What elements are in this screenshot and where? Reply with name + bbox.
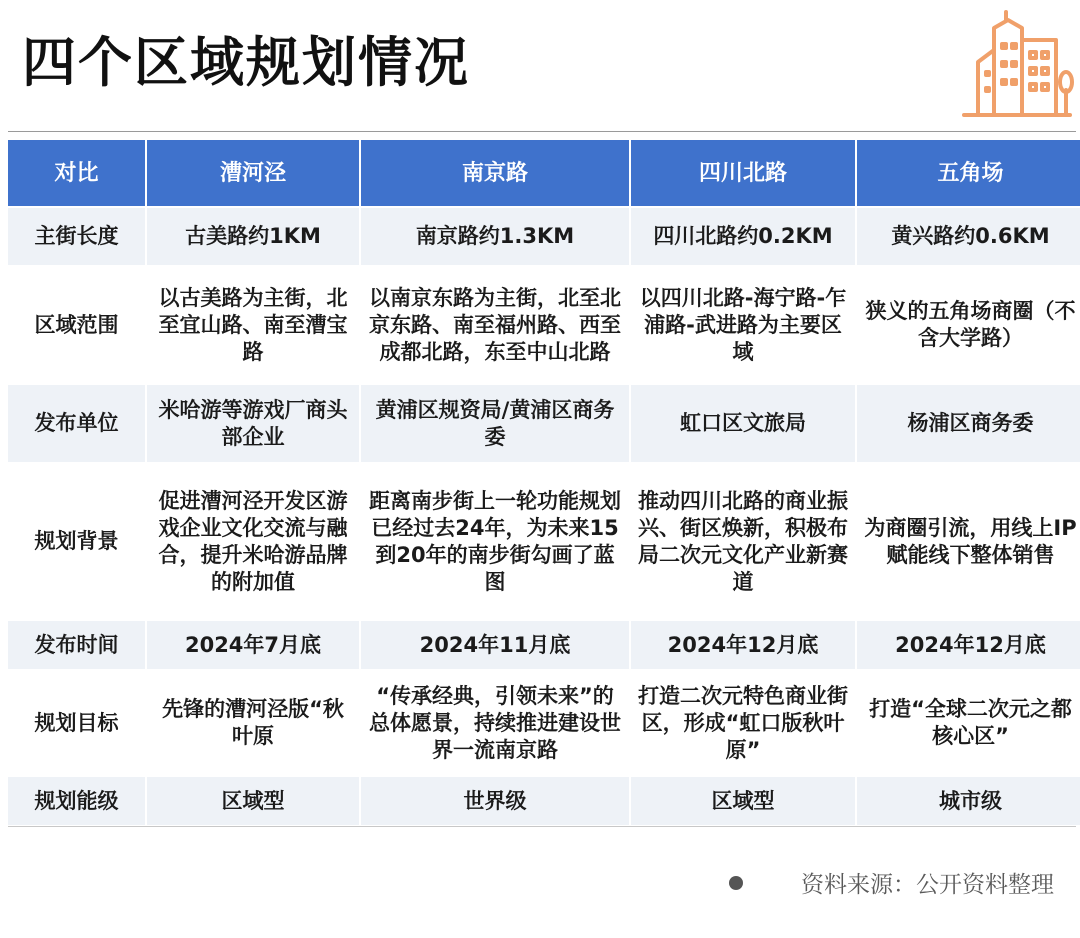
comparison-table xyxy=(8,140,1076,825)
title-divider xyxy=(8,131,1076,132)
table-cell: 以四川北路-海宁路-乍浦路-武进路为主要区域 xyxy=(631,267,855,383)
table-cell: 推动四川北路的商业振兴、街区焕新，积极布局二次元文化产业新赛道 xyxy=(631,464,855,619)
table-cell: 为商圈引流，用线上IP赋能线下整体销售 xyxy=(857,464,1080,619)
page-title: 四个区域规划情况 xyxy=(22,31,470,94)
table-cell: 以南京东路为主街，北至北京东路、南至福州路、西至成都北路，东至中山北路 xyxy=(361,267,629,383)
header-cell-nanjing-road: 南京路 xyxy=(361,140,629,206)
row-label-background: 规划背景 xyxy=(8,464,145,619)
table-cell: 打造“全球二次元之都核心区” xyxy=(857,671,1080,775)
row-label-level: 规划能级 xyxy=(8,777,145,825)
table-cell: 四川北路约0.2KM xyxy=(631,208,855,265)
table-cell: 先锋的漕河泾版“秋叶原 xyxy=(147,671,359,775)
table-cell: 南京路约1.3KM xyxy=(361,208,629,265)
table-cell: 米哈游等游戏厂商头部企业 xyxy=(147,385,359,462)
table-cell: 黄浦区规资局/黄浦区商务委 xyxy=(361,385,629,462)
table-bottom-divider xyxy=(8,826,1076,827)
row-label-release-time: 发布时间 xyxy=(8,621,145,669)
row-label-goal: 规划目标 xyxy=(8,671,145,775)
table-cell: 2024年12月底 xyxy=(631,621,855,669)
source-text: 资料来源：公开资料整理 xyxy=(801,872,1054,898)
table-cell: 狭义的五角场商圈（不含大学路） xyxy=(857,267,1080,383)
bullet-dot-icon xyxy=(729,876,743,890)
table-cell: 古美路约1KM xyxy=(147,208,359,265)
table-cell: 打造二次元特色商业街区，形成“虹口版秋叶原” xyxy=(631,671,855,775)
table-cell: 区域型 xyxy=(631,777,855,825)
table-cell: 距离南步街上一轮功能规划已经过去24年，为未来15到20年的南步街勾画了蓝图 xyxy=(361,464,629,619)
table-cell: 2024年7月底 xyxy=(147,621,359,669)
source-note xyxy=(729,866,1054,899)
table-cell: 虹口区文旅局 xyxy=(631,385,855,462)
table-cell: 以古美路为主街，北至宜山路、南至漕宝路 xyxy=(147,267,359,383)
table-cell: 2024年12月底 xyxy=(857,621,1080,669)
table-cell: 世界级 xyxy=(361,777,629,825)
row-label-publisher: 发布单位 xyxy=(8,385,145,462)
table-cell: 城市级 xyxy=(857,777,1080,825)
header-cell-wujiaochang: 五角场 xyxy=(857,140,1080,206)
header-cell-compare: 对比 xyxy=(8,140,145,206)
table-cell: 促进漕河泾开发区游戏企业文化交流与融合，提升米哈游品牌的附加值 xyxy=(147,464,359,619)
table-cell: 黄兴路约0.6KM xyxy=(857,208,1080,265)
table-cell: 杨浦区商务委 xyxy=(857,385,1080,462)
city-buildings-icon xyxy=(958,10,1076,120)
header-cell-caohejing: 漕河泾 xyxy=(147,140,359,206)
header-cell-sichuan-north-road: 四川北路 xyxy=(631,140,855,206)
row-label-street-length: 主街长度 xyxy=(8,208,145,265)
row-label-area-scope: 区域范围 xyxy=(8,267,145,383)
table-cell: 2024年11月底 xyxy=(361,621,629,669)
table-cell: “传承经典，引领未来”的总体愿景，持续推进建设世界一流南京路 xyxy=(361,671,629,775)
table-cell: 区域型 xyxy=(147,777,359,825)
